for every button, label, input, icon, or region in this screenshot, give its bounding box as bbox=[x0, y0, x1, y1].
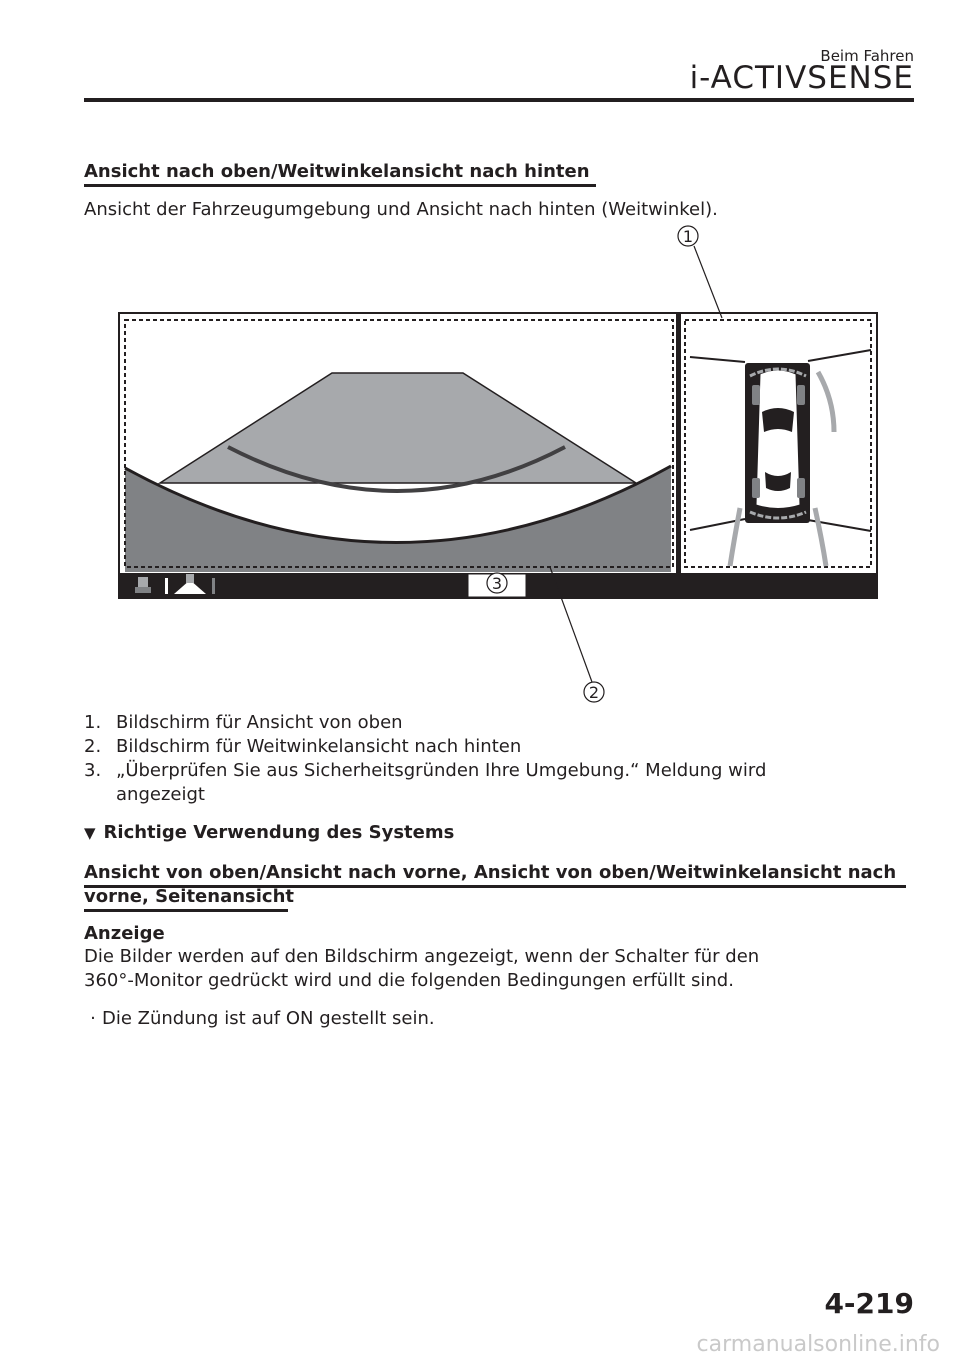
callout-3-label: 3 bbox=[491, 574, 503, 593]
watermark: carmanualsonline.info bbox=[696, 1332, 940, 1357]
header-section-label: Beim Fahren bbox=[820, 47, 914, 65]
list-item-text: „Überprüfen Sie aus Sicherheitsgründen Ihre Umgebung.“ Meldung wird angezeigt bbox=[116, 760, 767, 805]
list-item bbox=[84, 759, 856, 807]
list-item-text: Bildschirm für Weitwinkelansicht nach hinten bbox=[116, 736, 522, 757]
subheading-display: Anzeige bbox=[84, 923, 165, 944]
callout-1 bbox=[678, 226, 698, 246]
list-item bbox=[84, 735, 856, 759]
page-number: 4-219 bbox=[824, 1287, 914, 1320]
list-item-number: 1. bbox=[84, 712, 102, 733]
section-marker-icon: ▼ bbox=[84, 824, 96, 842]
intro-text: Ansicht der Fahrzeugumgebung und Ansicht nach hinten (Weitwinkel). bbox=[84, 199, 718, 220]
section-title: Richtige Verwendung des Systems bbox=[103, 822, 455, 843]
separator-icon bbox=[165, 578, 168, 594]
callout-leader-1 bbox=[694, 246, 722, 318]
heading-underline bbox=[84, 909, 288, 912]
body-text-line1: Die Bilder werden auf den Bildschirm angezeigt, wenn der Schalter für den bbox=[84, 946, 760, 967]
list-item bbox=[84, 711, 856, 735]
heading-top-front-view-line1: Ansicht von oben/Ansicht nach vorne, Ansicht von oben/Weitwinkelansicht nach bbox=[84, 862, 897, 883]
heading-top-front-view-line2: vorne, Seitenansicht bbox=[84, 886, 295, 907]
list-item-number: 3. bbox=[84, 760, 102, 781]
callout-legend-list bbox=[84, 711, 856, 807]
bullet-item bbox=[84, 1007, 435, 1031]
callout-1-label: 1 bbox=[682, 227, 694, 246]
callout-2-label: 2 bbox=[588, 683, 600, 702]
heading-top-rear-wide-view: Ansicht nach oben/Weitwinkelansicht nach hinten bbox=[84, 161, 590, 182]
section-heading bbox=[84, 822, 454, 843]
header-chapter-title: i-ACTIVSENSE bbox=[689, 60, 914, 96]
bullet-dot: · bbox=[90, 1008, 96, 1029]
body-text-line2: 360°-Monitor gedrückt wird und die folgenden Bedingungen erfüllt sind. bbox=[84, 970, 734, 991]
callout-3 bbox=[487, 573, 507, 593]
list-item-number: 2. bbox=[84, 736, 102, 757]
vehicle-top-view bbox=[745, 363, 810, 523]
bullet-text: Die Zündung ist auf ON gestellt sein. bbox=[102, 1008, 435, 1029]
callout-2 bbox=[584, 682, 604, 702]
list-item-text: Bildschirm für Ansicht von oben bbox=[116, 712, 403, 733]
view-divider bbox=[676, 313, 681, 573]
separator-icon-2 bbox=[212, 578, 215, 594]
